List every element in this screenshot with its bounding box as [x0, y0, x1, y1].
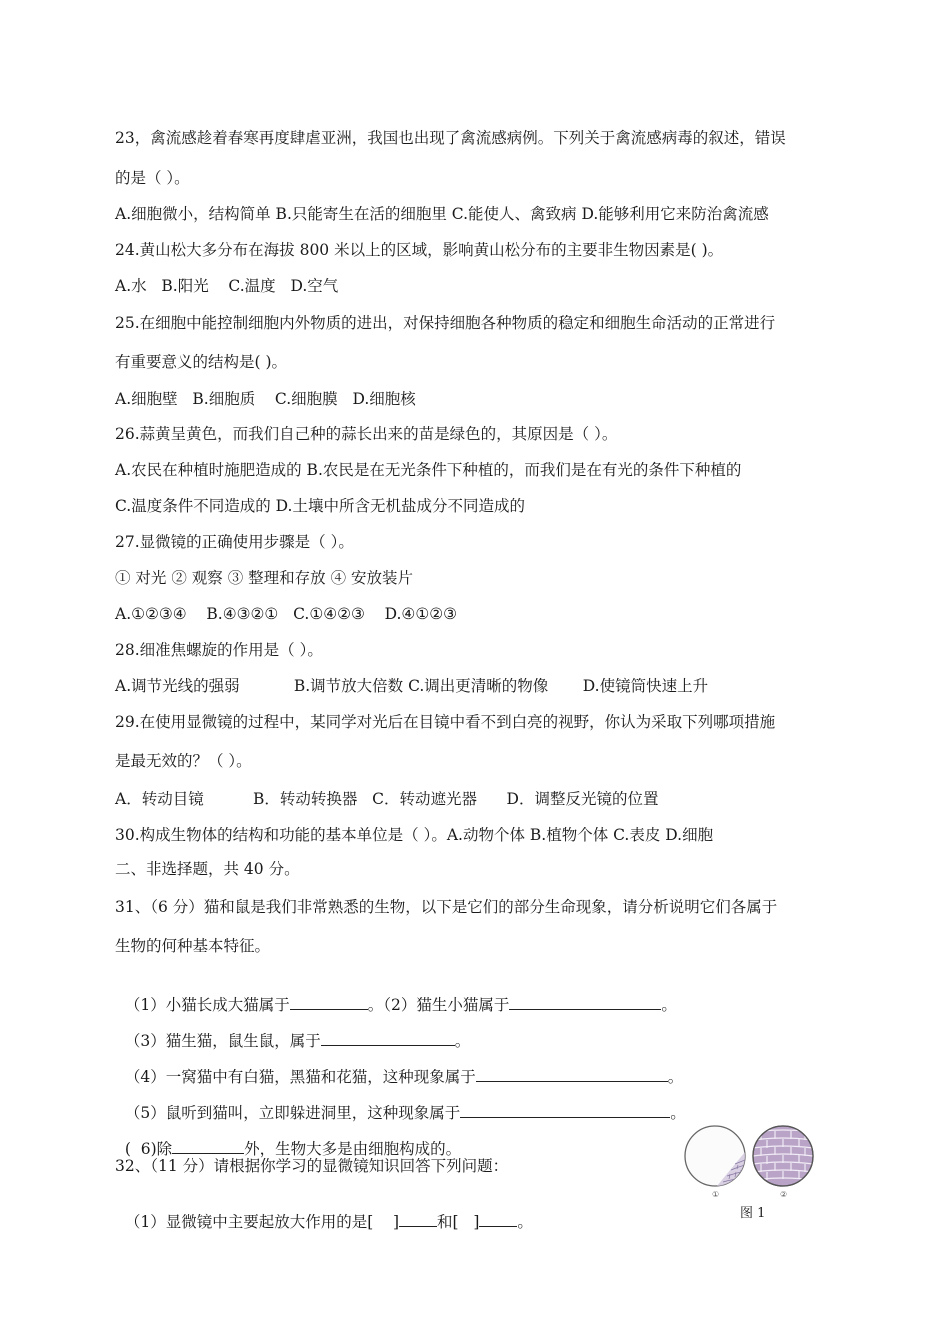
q27-options: A.①②③④ B.④③②① C.①④②③ D.④①②③	[115, 605, 457, 623]
q23-stem-cont: 的是（ ）。	[115, 169, 190, 187]
figure-caption: 图 1	[740, 1206, 766, 1221]
q29-options: A．转动目镜 B．转动转换器 C．转动遮光器 D．调整反光镜的位置	[115, 790, 659, 808]
answer-blank[interactable]	[399, 1212, 437, 1227]
answer-blank[interactable]	[321, 1031, 455, 1046]
q31-p5-text: （5）鼠听到猫叫，立即躲进洞里，这种现象属于	[124, 1104, 461, 1122]
q26-stem: 26.蒜黄呈黄色，而我们自己种的蒜长出来的苗是绿色的，其原因是（ ）。	[115, 425, 618, 443]
q25-stem-cont: 有重要意义的结构是( )。	[115, 353, 288, 371]
q31-p1-text: （1）小猫长成大猫属于	[124, 996, 290, 1014]
q31-stem-cont: 生物的何种基本特征。	[115, 937, 271, 955]
q29-stem: 29.在使用显微镜的过程中，某同学对光后在目镜中看不到白亮的视野，你认为采取下列哪项措施	[115, 713, 776, 731]
answer-blank[interactable]	[460, 1103, 670, 1118]
answer-blank[interactable]	[509, 995, 661, 1010]
q31-part-3	[115, 1011, 470, 1051]
q26-options-2: C.温度条件不同造成的 D.土壤中所含无机盐成分不同造成的	[115, 497, 525, 515]
q31-part-4	[115, 1047, 683, 1087]
q27-stem: 27.显微镜的正确使用步骤是（ ）。	[115, 533, 354, 551]
period: 。	[454, 1032, 471, 1050]
q28-stem: 28.细准焦螺旋的作用是（ ）。	[115, 641, 323, 659]
answer-blank[interactable]	[172, 1139, 244, 1154]
answer-blank[interactable]	[479, 1212, 517, 1227]
q30-stem: 30.构成生物体的结构和功能的基本单位是（ ）。A.动物个体 B.植物个体 C.表皮 D.细胞	[115, 826, 714, 844]
q31-part-1-2	[115, 975, 677, 1015]
period: 。	[661, 996, 677, 1014]
q32-p1-text-mid: 和[ ]	[437, 1213, 480, 1231]
q25-options: A.细胞壁 B.细胞质 C.细胞膜 D.细胞核	[115, 390, 416, 408]
q31-p6-text: ( 6)除	[124, 1140, 173, 1158]
q31-part-5	[115, 1083, 686, 1123]
q31-p6-text-end: 外，生物大多是由细胞构成的。	[244, 1140, 462, 1158]
answer-blank[interactable]	[290, 995, 368, 1010]
q25-stem: 25.在细胞中能控制细胞内外物质的进出，对保持细胞各种物质的稳定和细胞生命活动的正常进行	[115, 314, 776, 332]
answer-blank[interactable]	[476, 1067, 668, 1082]
q31-p3-text: （3）猫生猫，鼠生鼠，属于	[124, 1032, 321, 1050]
q23-options: A.细胞微小，结构简单 B.只能寄生在活的细胞里 C.能使人、禽致病 D.能够利用它来防治禽流感	[115, 205, 769, 223]
q27-steps: ① 对光 ② 观察 ③ 整理和存放 ④ 安放装片	[115, 569, 413, 587]
q31-stem: 31、（6 分）猫和鼠是我们非常熟悉的生物，以下是它们的部分生命现象，请分析说明它们各属于	[115, 898, 778, 916]
label-1: ①	[712, 1190, 720, 1199]
q29-stem-cont: 是最无效的？（ ）。	[115, 752, 252, 770]
section-heading: 二、非选择题，共 40 分。	[115, 860, 300, 878]
q32-stem: 32、（11 分）请根据你学习的显微镜知识回答下列问题：	[115, 1157, 509, 1175]
q24-stem: 24.黄山松大多分布在海拔 800 米以上的区域，影响黄山松分布的主要非生物因素是( )。	[115, 241, 724, 259]
period: 。	[517, 1213, 533, 1231]
q31-part-6	[115, 1119, 461, 1159]
q23-stem: 23，禽流感趁着春寒再度肆虐亚洲，我国也出现了禽流感病例。下列关于禽流感病毒的叙述，错误	[115, 129, 786, 147]
q32-part-1	[115, 1192, 533, 1232]
q28-options: A.调节光线的强弱 B.调节放大倍数 C.调出更清晰的物像 D.使镜筒快速上升	[115, 677, 709, 695]
q31-p2-text: 。（2）猫生小猫属于	[367, 996, 510, 1014]
period: 。	[667, 1068, 684, 1086]
q24-options: A.水 B.阳光 C.温度 D.空气	[115, 277, 339, 295]
q31-p4-text: （4）一窝猫中有白猫，黑猫和花猫，这种现象属于	[124, 1068, 476, 1086]
label-2: ②	[780, 1190, 788, 1199]
q26-options-1: A.农民在种植时施肥造成的 B.农民是在无光条件下种植的，而我们是在有光的条件下种植的	[115, 461, 742, 479]
q32-p1-text: （1）显微镜中主要起放大作用的是[ ]	[124, 1213, 400, 1231]
period: 。	[670, 1104, 686, 1122]
